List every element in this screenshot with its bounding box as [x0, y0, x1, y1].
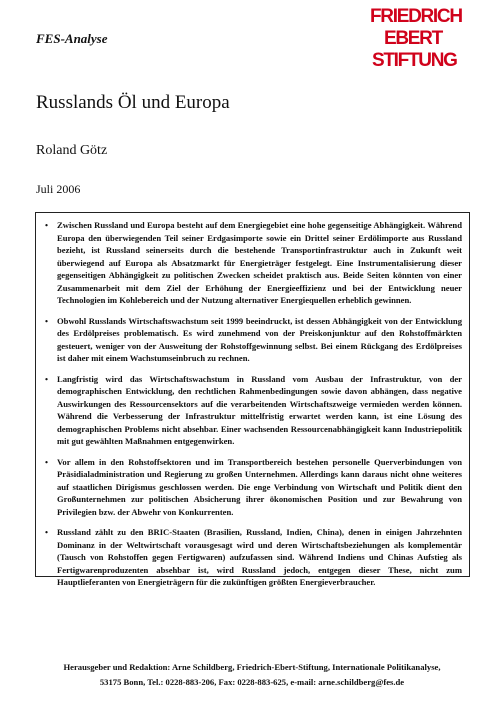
- summary-item: • Vor allem in den Rohstoffsektoren und im Transportbereich bestehen personelle Querverbindungen von Präsidialadministration und Regierung zu großen Unternehmen. Allerdings kann daraus nicht ohne weiteres auf staatlichen Dirigismus geschlossen werden. Die enge Verbindung von Wirtschaft und Politik dient den Großunternehmen zur politischen Absicherung ihrer ökonomischen Position und zur Bewahrung von Privilegien bzw. der Abwehr von Konkurrenten.: [45, 456, 462, 517]
- bullet-icon: •: [45, 315, 49, 326]
- bullet-icon: •: [45, 220, 49, 230]
- author-name: Roland Götz: [36, 143, 108, 158]
- friedrich-ebert-stiftung-logo: [370, 2, 468, 70]
- bullet-icon: •: [45, 373, 49, 384]
- footer-line-publisher: Herausgeber und Redaktion: Arne Schildberg, Friedrich-Ebert-Stiftung, Internationale Politikanalyse,: [63, 662, 441, 672]
- svg-text:EBERT: EBERT: [384, 28, 442, 49]
- svg-text:STIFTUNG: STIFTUNG: [372, 50, 457, 70]
- summary-list: [44, 219, 462, 589]
- publisher-footer: [0, 660, 504, 690]
- summary-item: • Zwischen Russland und Europa besteht auf dem Energiegebiet eine hohe gegenseitige Abhängigkeit. Während Europa den überwiegenden Teil seiner Erdgasimporte sowie ein Drittel seiner Erdölimporte aus Russland bezieht, ist Russland seinerseits durch die bestehende Transportinfrastruktur auch in Zukunft weit überwiegend auf Europa als Absatzmarkt für Energieträger festgelegt. Eine Instrumentalisierung dieser gegenseitigen Abhängigkeit zu politischen Zwecken scheidet praktisch aus. Beide Seiten könnten von einer Zusammenarbeit mit dem Ziel der Erhöhung der Energieeffizienz und bei der Entwicklung neuer Technologien im Kohlebereich und der Nutzung alternativer Energiequellen erheblich gewinnen.: [45, 220, 462, 305]
- publication-date: Juli 2006: [36, 182, 81, 196]
- svg-text:FRIEDRICH: FRIEDRICH: [370, 6, 462, 27]
- bullet-icon: •: [45, 456, 49, 467]
- footer-line-contact: 53175 Bonn, Tel.: 0228-883-206, Fax: 0228-883-625, e-mail: arne.schildberg@fes.de: [99, 677, 405, 687]
- summary-item: • Obwohl Russlands Wirtschaftswachstum seit 1999 beeindruckt, ist dessen Abhängigkeit von der Entwicklung des Erdölpreises problematisch. Es wird zunehmend von der Preiskonjunktur auf den Rohstoffmärkten gesteuert, weniger von der Ausweitung der Rohstoffgewinnung selbst. Bei einem Rückgang des Erdölpreises ist daher mit einem Wachstumseinbruch zu rechnen.: [45, 315, 462, 363]
- series-label: FES-Analyse: [36, 31, 108, 46]
- summary-item: • Russland zählt zu den BRIC-Staaten (Brasilien, Russland, Indien, China), denen in einigen Jahrzehnten Dominanz in der Weltwirtschaft vorausgesagt wird und deren Wirtschaftsbeziehungen als komplementär (Tausch von Rohstoffen gegen Fertigwaren) aufzufassen sind. Während Indiens und Chinas Aufstieg als Fertigwarenproduzenten absehbar ist, wird Russland jedoch, entgegen dieser These, nicht zum Hauptlieferanten von Energieträgern für die zukünftigen größten Energieverbraucher.: [45, 527, 462, 587]
- bullet-icon: •: [45, 527, 49, 537]
- summary-item: • Langfristig wird das Wirtschaftswachstum in Russland vom Ausbau der Infrastruktur, von der demographischen Entwicklung, den rechtlichen Rahmenbedingungen sowie davon abhängen, dass negative Auswirkungen des Ressourcensektors auf die verarbeitenden Wirtschaftszweige vermieden werden können. Während die Verbesserung der Infrastruktur mittelfristig erwartet werden kann, ist eine Lösung des demographischen Problems nicht absehbar. Einer wachsenden Ressourcenabhängigkeit kann Industriepolitik mit gut gewählten Maßnahmen entgegenwirken.: [45, 373, 462, 446]
- document-title: Russlands Öl und Europa: [36, 92, 230, 113]
- summary-box: [35, 212, 470, 587]
